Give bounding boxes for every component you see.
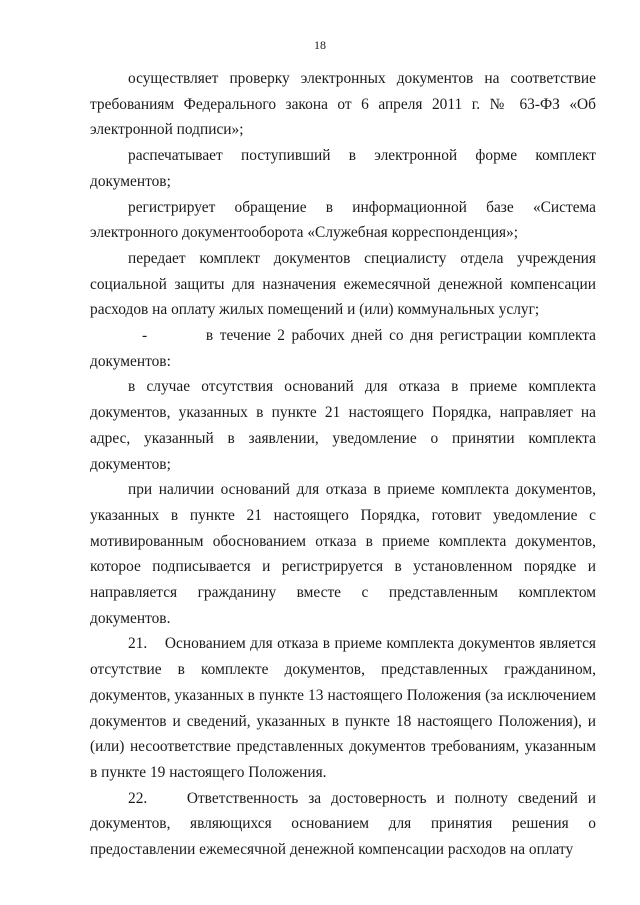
- paragraph-print-documents: распечатывает поступивший в электронной форме комплект документов;: [90, 147, 596, 190]
- paragraph-item-22: 22. Ответственность за достоверность и полноту сведений и документов, являющихся основанием для принятия решения о предоставлении ежемесячной денежной компенсации расходов на оплату: [90, 789, 596, 859]
- paragraph-two-working-days: - в течение 2 рабочих дней со дня регистрации комплекта документов:: [90, 327, 596, 370]
- paragraph-refusal-grounds: при наличии оснований для отказа в приеме комплекта документов, указанных в пункте 21 настоящего Порядка, готовит уведомление с мотивированным обоснованием отказа в приеме комплекта документов, которое подписывается и регистрируется в установленном порядке и направляется гражданину вместе с представленным комплектом документов.: [90, 481, 596, 627]
- paragraph-no-refusal-grounds: в случае отсутствия оснований для отказа в приеме комплекта документов, указанных в пункте 21 настоящего Порядка, направляет на адрес, указанный в заявлении, уведомление о принятии комплекта документов;: [90, 378, 596, 473]
- paragraph-register-request: регистрирует обращение в информационной базе «Система электронного документооборота «Служебная корреспонденция»;: [90, 198, 596, 242]
- document-body: [90, 66, 596, 863]
- page-number: 18: [314, 38, 326, 52]
- paragraph-verify-signature: осуществляет проверку электронных документов на соответствие требованиям Федерального закона от 6 апреля 2011 г. № 63-ФЗ «Об электронной подписи»;: [90, 70, 596, 139]
- paragraph-transfer-documents: передает комплект документов специалисту отдела учреждения социальной защиты для назначения ежемесячной денежной компенсации расходов на оплату жилых помещений и (или) коммунальных услуг;: [90, 249, 596, 319]
- paragraph-item-21: 21. Основанием для отказа в приеме комплекта документов является отсутствие в комплекте документов, представленных гражданином, документов, указанных в пункте 13 настоящего Положения (за исключением документов и сведений, указанных в пункте 18 настоящего Положения), и (или) несоответствие представленных документов требованиям, указанным в пункте 19 настоящего Положения.: [90, 635, 596, 781]
